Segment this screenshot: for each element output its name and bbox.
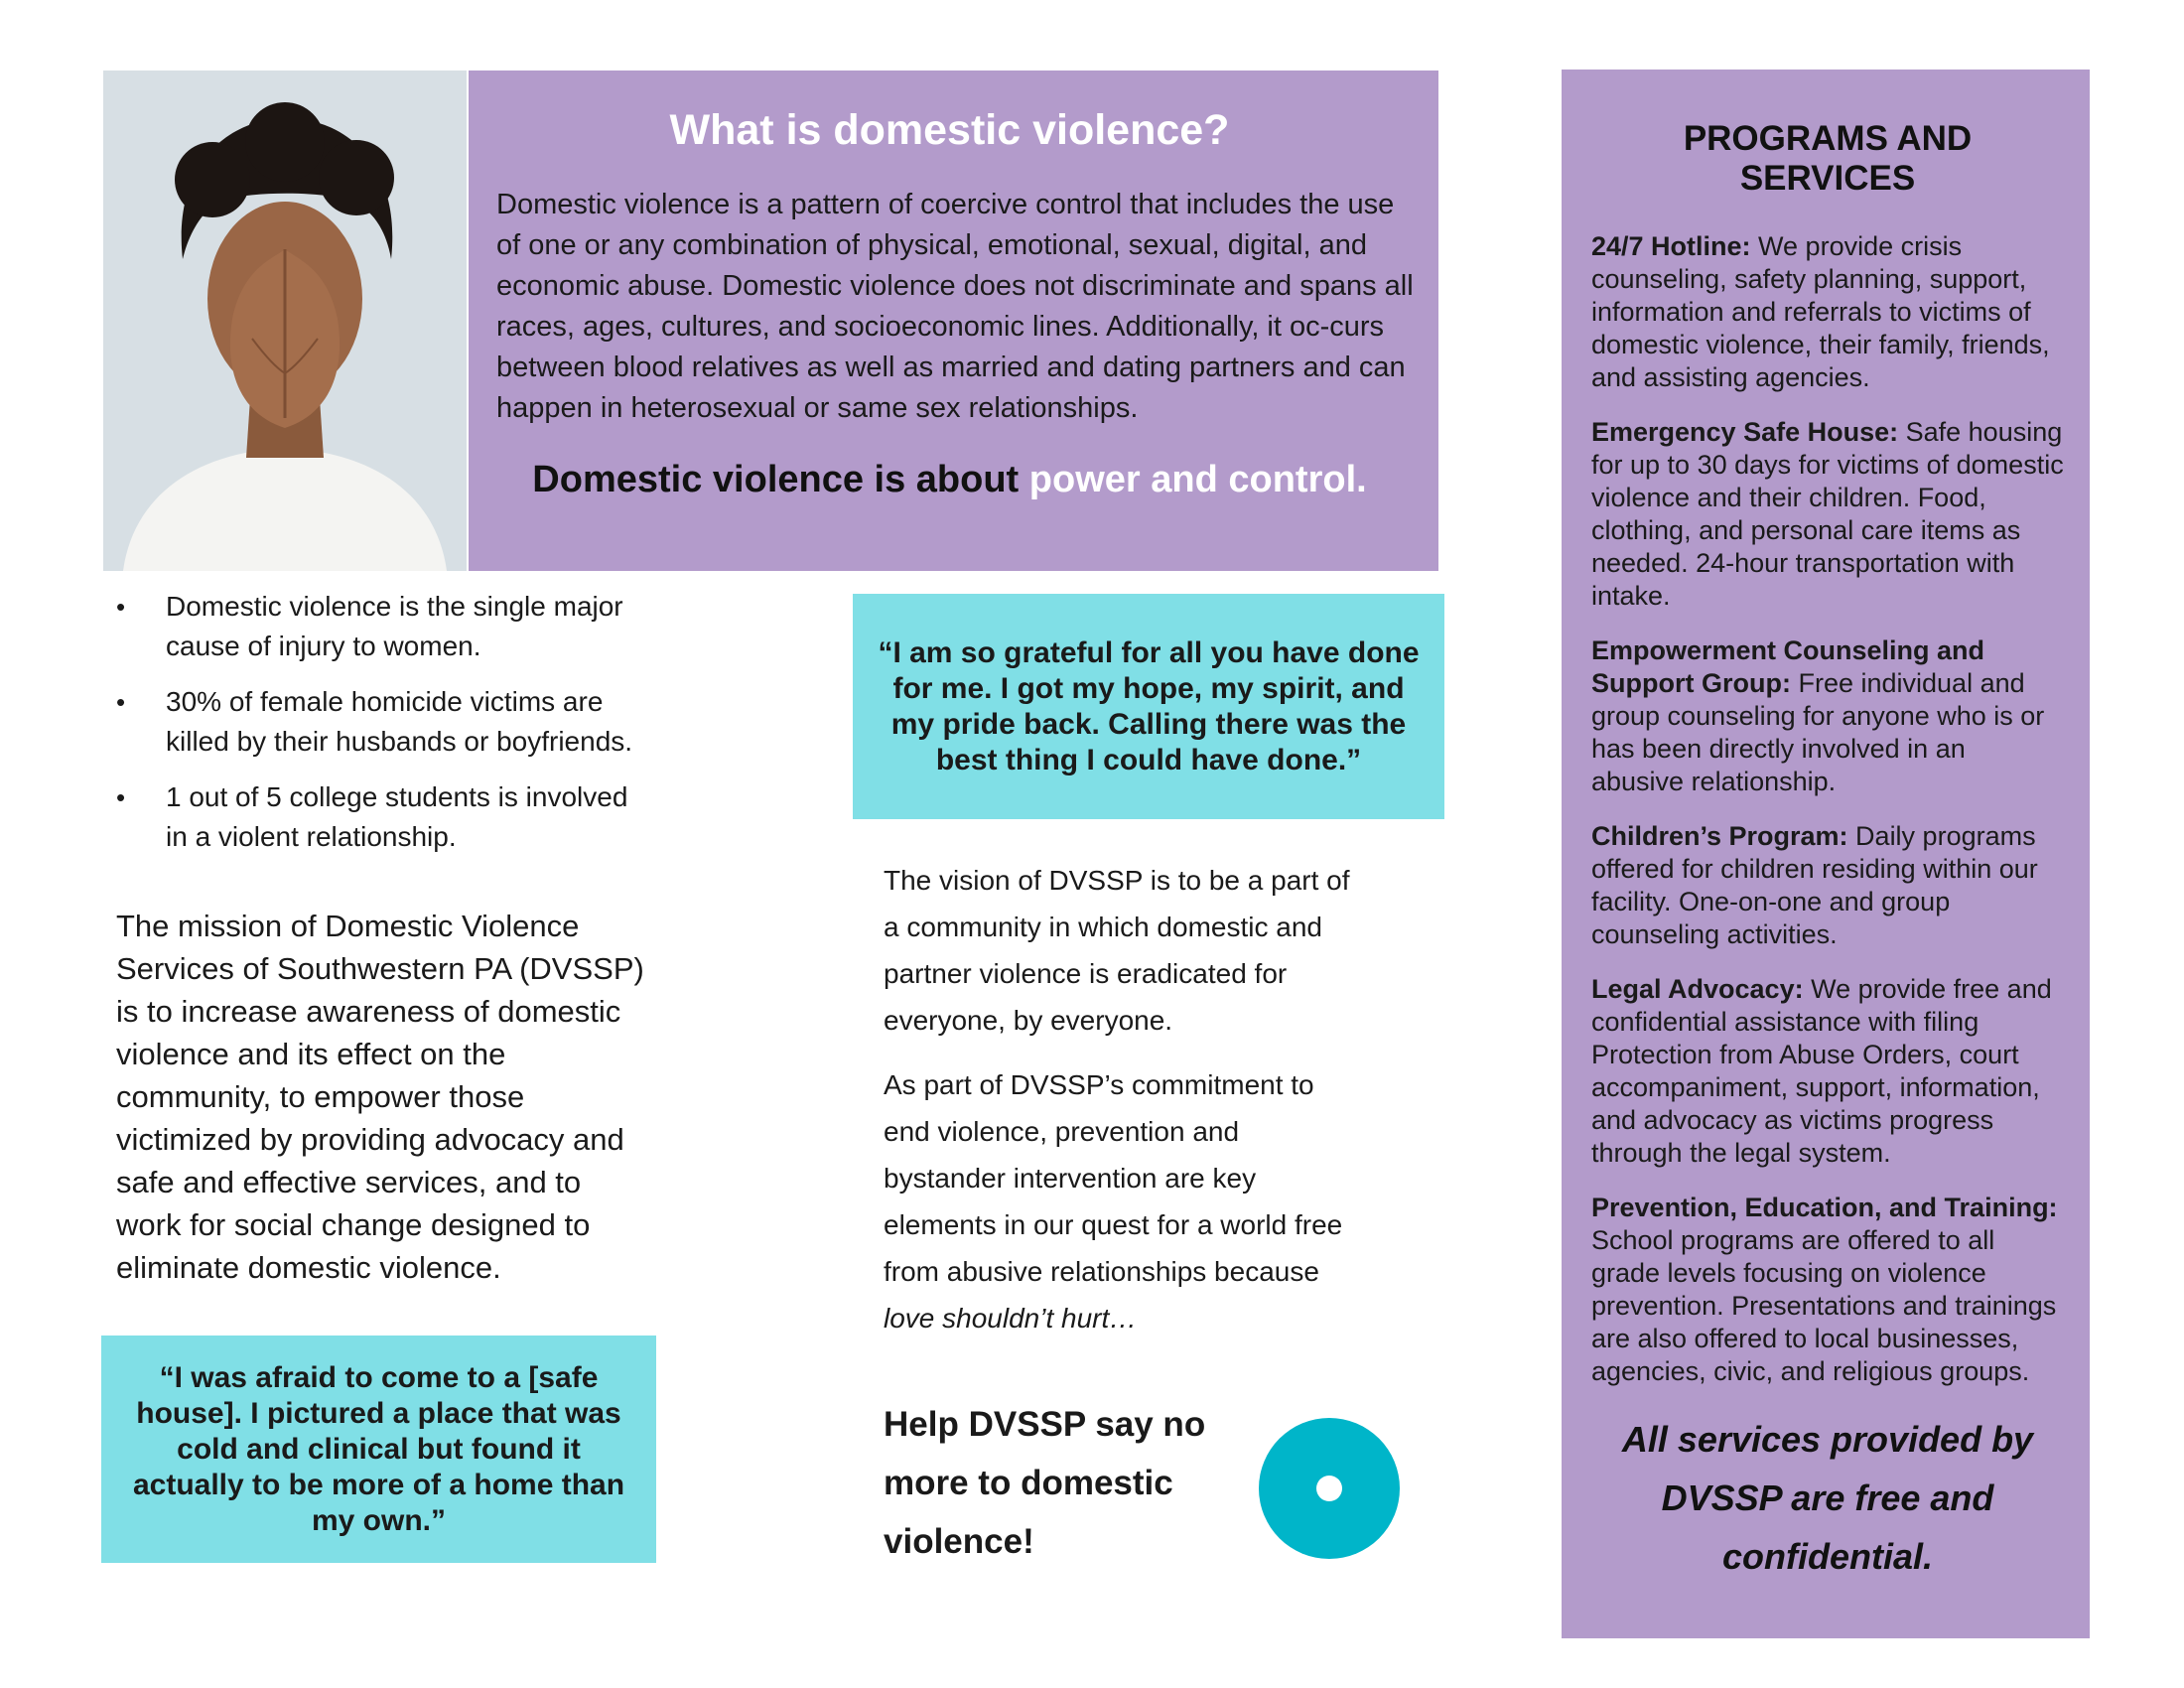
program-name: Empowerment Counseling and Support Group: [1591,635,1985,698]
program-item [1591,1192,2064,1388]
program-desc: We provide free and confidential assistance with filing Protection from Abuse Orders, court accompaniment, support, information, and advocacy as victims progress through the legal system. [1591,974,2052,1168]
vision-statement: The vision of DVSSP is to be a part of a community in which domestic and partner violence is eradicated for everyone, by everyone. [884,865,1350,1036]
program-desc: We provide crisis counseling, safety planning, support, information and referrals to victims of domestic violence, their family, friends, and assisting agencies. [1591,231,2050,392]
program-desc: Safe housing for up to 30 days for victims of domestic violence and their children. Food, clothing, and personal care items as needed. 24-hour transportation with intake. [1591,417,2064,611]
program-name: Children’s Program: [1591,821,1848,851]
tagline-prefix: Domestic violence is about [532,459,1029,500]
programs-panel [1562,70,2090,1638]
programs-footer: All services provided by DVSSP are free and confidential. [1621,1419,2034,1577]
programs-title: PROGRAMS AND SERVICES [1683,119,1973,198]
program-desc: Daily programs offered for children residing within our facility. One-on-one and group counseling activities. [1591,821,2038,949]
intro-panel [469,70,1438,571]
ring-icon [1259,1418,1400,1559]
list-item: • Domestic violence is the single major cause of injury to women. [111,587,647,666]
call-to-action: Help DVSSP say no more to domestic violence! [884,1405,1206,1561]
list-item: • 1 out of 5 college students is involved in a violent relationship. [111,777,647,857]
quote-text: “I am so grateful for all you have done for me. I got my hope, my spirit, and my pride back. Calling there was the best thing I could have done.” [878,635,1420,776]
commitment-italic: love shouldn’t hurt… [884,1303,1138,1334]
program-item [1591,973,2064,1170]
program-name: Legal Advocacy: [1591,974,1804,1004]
program-item [1591,634,2064,798]
commitment-text: As part of DVSSP’s commitment to end violence, prevention and bystander intervention are key elements in our quest for a world free from abusive relationships because [884,1069,1343,1287]
program-desc: School programs are offered to all grade levels focusing on violence prevention. Presentations and trainings are also offered to local businesses, agencies, civic, and religious groups. [1591,1225,2057,1386]
intro-body: Domestic violence is a pattern of coercive control that includes the use of one or any combination of physical, emotional, sexual, digital, and economic abuse. Domestic violence does not discriminate and spans all races, ages, cultures, and socioeconomic lines. Additionally, it oc-curs between blood relatives as well as married and dating partners and can happen in heterosexual or same sex relationships. [496,189,1414,424]
program-item [1591,416,2064,613]
program-name: Emergency Safe House: [1591,417,1899,447]
program-desc: Free individual and group counseling for anyone who is or has been directly involved in an abusive relationship. [1591,668,2045,796]
program-name: Prevention, Education, and Training: [1591,1193,2058,1222]
woman-photo [103,70,467,571]
program-item [1591,230,2064,394]
facts-list [111,587,647,873]
quote-text: “I was afraid to come to a [safe house]. I pictured a place that was cold and clinical but found it actually to be more of a home than my own.” [132,1360,625,1537]
list-item: • 30% of female homicide victims are killed by their husbands or boyfriends. [111,682,647,762]
testimonial-quote [101,1336,656,1563]
intro-title: What is domestic violence? [669,106,1230,154]
program-name: 24/7 Hotline: [1591,231,1751,261]
testimonial-quote [853,594,1444,819]
mission-statement: The mission of Domestic Violence Services of Southwestern PA (DVSSP) is to increase awareness of domestic violence and its effect on the community, to empower those victimized by providing advocacy and safe and effective services, and to work for social change designed to eliminate domestic violence. [116,909,644,1285]
commitment-statement [884,1061,1360,1341]
program-item [1591,820,2064,951]
tagline-highlight: power and control. [1028,459,1367,500]
intro-tagline [496,459,1403,501]
